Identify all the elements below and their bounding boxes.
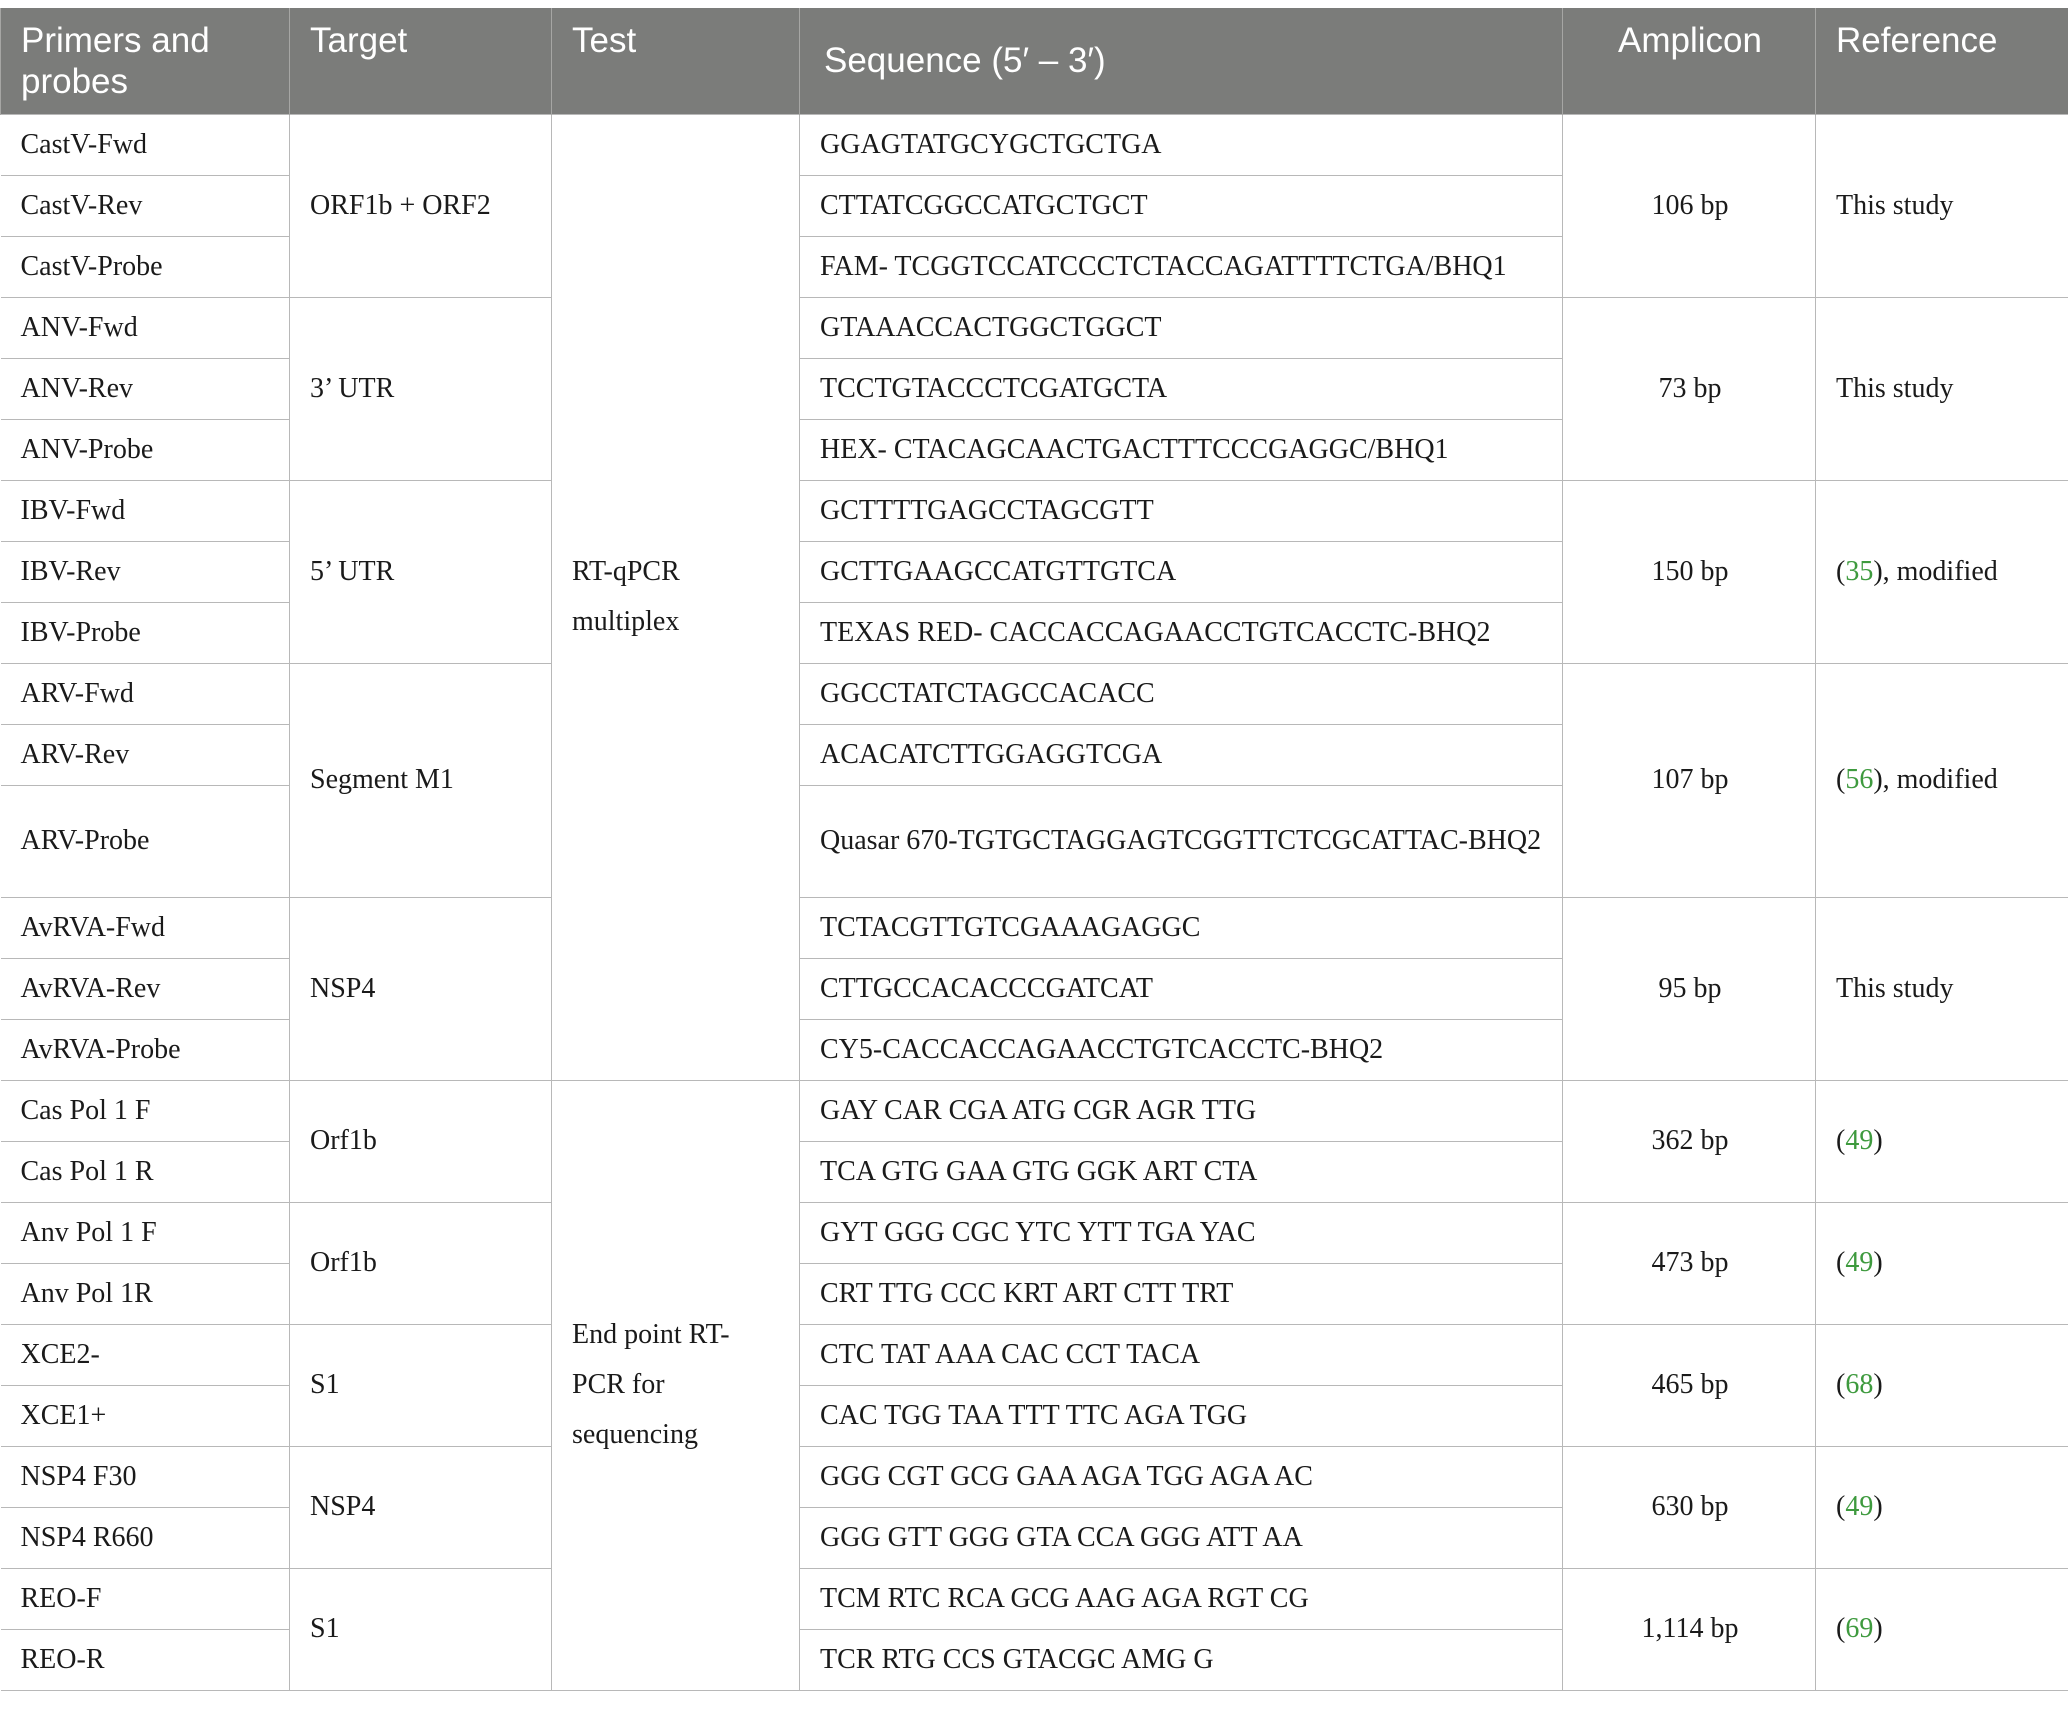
primer-name: NSP4 R660 — [1, 1507, 290, 1568]
table-row — [1, 480, 2068, 541]
reference-text: modified — [1896, 764, 1998, 795]
amplicon-cell: 150 bp — [1563, 480, 1816, 663]
reference-text: modified — [1896, 555, 1998, 587]
sequence-cell: GYT GGG CGC YTC YTT TGA YAC — [800, 1202, 1563, 1263]
reference-text: This study — [1836, 189, 1954, 221]
sequence-cell: CAC TGG TAA TTT TTC AGA TGG — [800, 1385, 1563, 1446]
sequence-cell: TCR RTG CCS GTACGC AMG G — [800, 1629, 1563, 1690]
primer-name: NSP4 F30 — [1, 1446, 290, 1507]
target-cell: NSP4 — [290, 897, 552, 1080]
table-row — [1, 297, 2068, 358]
header-sequence: Sequence (5′ – 3′) — [800, 8, 1563, 114]
sequence-cell: TCCTGTACCCTCGATGCTA — [800, 358, 1563, 419]
header-test: Test — [552, 8, 800, 114]
reference-cell — [1816, 897, 2068, 1080]
primer-name: ANV-Rev — [1, 358, 290, 419]
sequence-cell: GAY CAR CGA ATG CGR AGR TTG — [800, 1080, 1563, 1141]
header-primers: Primers and probes — [1, 8, 290, 114]
primer-name: IBV-Probe — [1, 602, 290, 663]
primer-name: XCE1+ — [1, 1385, 290, 1446]
test-cell: End point RT-PCR for sequencing — [552, 1080, 800, 1690]
reference-text: This study — [1836, 372, 1954, 404]
sequence-cell: GGAGTATGCYGCTGCTGA — [800, 114, 1563, 175]
primer-name: XCE2- — [1, 1324, 290, 1385]
amplicon-cell: 1,114 bp — [1563, 1568, 1816, 1690]
primer-name: CastV-Rev — [1, 175, 290, 236]
target-cell: ORF1b + ORF2 — [290, 114, 552, 297]
sequence-cell: GCTTTTGAGCCTAGCGTT — [800, 480, 1563, 541]
table-row — [1, 1080, 2068, 1141]
sequence-cell: TCA GTG GAA GTG GGK ART CTA — [800, 1141, 1563, 1202]
reference-cell — [1816, 114, 2068, 297]
target-cell: Segment M1 — [290, 663, 552, 897]
amplicon-cell: 465 bp — [1563, 1324, 1816, 1446]
sequence-cell: TCTACGTTGTCGAAAGAGGC — [800, 897, 1563, 958]
test-cell: RT-qPCR multiplex — [552, 114, 800, 1080]
primer-name: CastV-Probe — [1, 236, 290, 297]
sequence-cell: GGG CGT GCG GAA AGA TGG AGA AC — [800, 1446, 1563, 1507]
target-cell: S1 — [290, 1568, 552, 1690]
primer-name: Cas Pol 1 R — [1, 1141, 290, 1202]
amplicon-cell: 73 bp — [1563, 297, 1816, 480]
reference-link[interactable]: 56 — [1845, 764, 1874, 795]
table-row — [1, 897, 2068, 958]
primer-name: ARV-Rev — [1, 724, 290, 785]
sequence-cell: GTAAACCACTGGCTGGCT — [800, 297, 1563, 358]
header-target: Target — [290, 8, 552, 114]
primer-name: ANV-Probe — [1, 419, 290, 480]
sequence-cell: CRT TTG CCC KRT ART CTT TRT — [800, 1263, 1563, 1324]
reference-cell: (49) — [1816, 1446, 2068, 1568]
reference-cell — [1816, 297, 2068, 480]
target-cell: 3’ UTR — [290, 297, 552, 480]
sequence-cell: GGCCTATCTAGCCACACC — [800, 663, 1563, 724]
table-row — [1, 1202, 2068, 1263]
primer-name: ANV-Fwd — [1, 297, 290, 358]
target-cell: S1 — [290, 1324, 552, 1446]
amplicon-cell: 362 bp — [1563, 1080, 1816, 1202]
reference-link[interactable]: 68 — [1845, 1369, 1874, 1400]
reference-cell: (35), modified — [1816, 480, 2068, 663]
reference-link[interactable]: 49 — [1845, 1125, 1874, 1156]
amplicon-cell: 473 bp — [1563, 1202, 1816, 1324]
sequence-cell: FAM- TCGGTCCATCCCTCTACCAGATTTTCTGA/BHQ1 — [800, 236, 1563, 297]
sequence-cell: CY5-CACCACCAGAACCTGTCACCTC-BHQ2 — [800, 1019, 1563, 1080]
primer-name: IBV-Rev — [1, 541, 290, 602]
table-row — [1, 1324, 2068, 1385]
reference-cell: (49) — [1816, 1080, 2068, 1202]
sequence-cell: ACACATCTTGGAGGTCGA — [800, 724, 1563, 785]
target-cell: NSP4 — [290, 1446, 552, 1568]
target-cell: 5’ UTR — [290, 480, 552, 663]
sequence-cell: GCTTGAAGCCATGTTGTCA — [800, 541, 1563, 602]
reference-link[interactable]: 35 — [1845, 555, 1874, 587]
primer-name: CastV-Fwd — [1, 114, 290, 175]
reference-link[interactable]: 69 — [1845, 1613, 1874, 1644]
sequence-cell: HEX- CTACAGCAACTGACTTTCCCGAGGC/BHQ1 — [800, 419, 1563, 480]
reference-cell: (56), modified — [1816, 663, 2068, 897]
header-amplicon: Amplicon — [1563, 8, 1816, 114]
amplicon-cell: 630 bp — [1563, 1446, 1816, 1568]
primer-name: Anv Pol 1 F — [1, 1202, 290, 1263]
primer-name: IBV-Fwd — [1, 480, 290, 541]
sequence-cell: Quasar 670-TGTGCTAGGAGTCGGTTCTCGCATTAC-BHQ2 — [800, 785, 1563, 897]
sequence-cell: CTC TAT AAA CAC CCT TACA — [800, 1324, 1563, 1385]
primer-name: REO-F — [1, 1568, 290, 1629]
reference-link[interactable]: 49 — [1845, 1491, 1874, 1522]
primers-table — [0, 8, 2068, 1691]
reference-text: This study — [1836, 972, 1954, 1004]
table-row — [1, 114, 2068, 175]
reference-link[interactable]: 49 — [1845, 1247, 1874, 1278]
amplicon-cell: 95 bp — [1563, 897, 1816, 1080]
primer-name: AvRVA-Rev — [1, 958, 290, 1019]
reference-cell: (69) — [1816, 1568, 2068, 1690]
primer-name: AvRVA-Fwd — [1, 897, 290, 958]
primer-name: REO-R — [1, 1629, 290, 1690]
amplicon-cell: 107 bp — [1563, 663, 1816, 897]
header-row — [1, 8, 2068, 114]
table-row — [1, 1446, 2068, 1507]
reference-cell: (68) — [1816, 1324, 2068, 1446]
sequence-cell: TEXAS RED- CACCACCAGAACCTGTCACCTC-BHQ2 — [800, 602, 1563, 663]
primer-name: AvRVA-Probe — [1, 1019, 290, 1080]
table-row — [1, 1568, 2068, 1629]
primer-name: ARV-Fwd — [1, 663, 290, 724]
header-reference: Reference — [1816, 8, 2068, 114]
sequence-cell: CTTATCGGCCATGCTGCT — [800, 175, 1563, 236]
sequence-cell: TCM RTC RCA GCG AAG AGA RGT CG — [800, 1568, 1563, 1629]
target-cell: Orf1b — [290, 1080, 552, 1202]
table-row — [1, 663, 2068, 724]
target-cell: Orf1b — [290, 1202, 552, 1324]
primer-name: ARV-Probe — [1, 785, 290, 897]
primer-name: Anv Pol 1R — [1, 1263, 290, 1324]
sequence-cell: CTTGCCACACCCGATCAT — [800, 958, 1563, 1019]
sequence-cell: GGG GTT GGG GTA CCA GGG ATT AA — [800, 1507, 1563, 1568]
primer-name: Cas Pol 1 F — [1, 1080, 290, 1141]
amplicon-cell: 106 bp — [1563, 114, 1816, 297]
reference-cell: (49) — [1816, 1202, 2068, 1324]
